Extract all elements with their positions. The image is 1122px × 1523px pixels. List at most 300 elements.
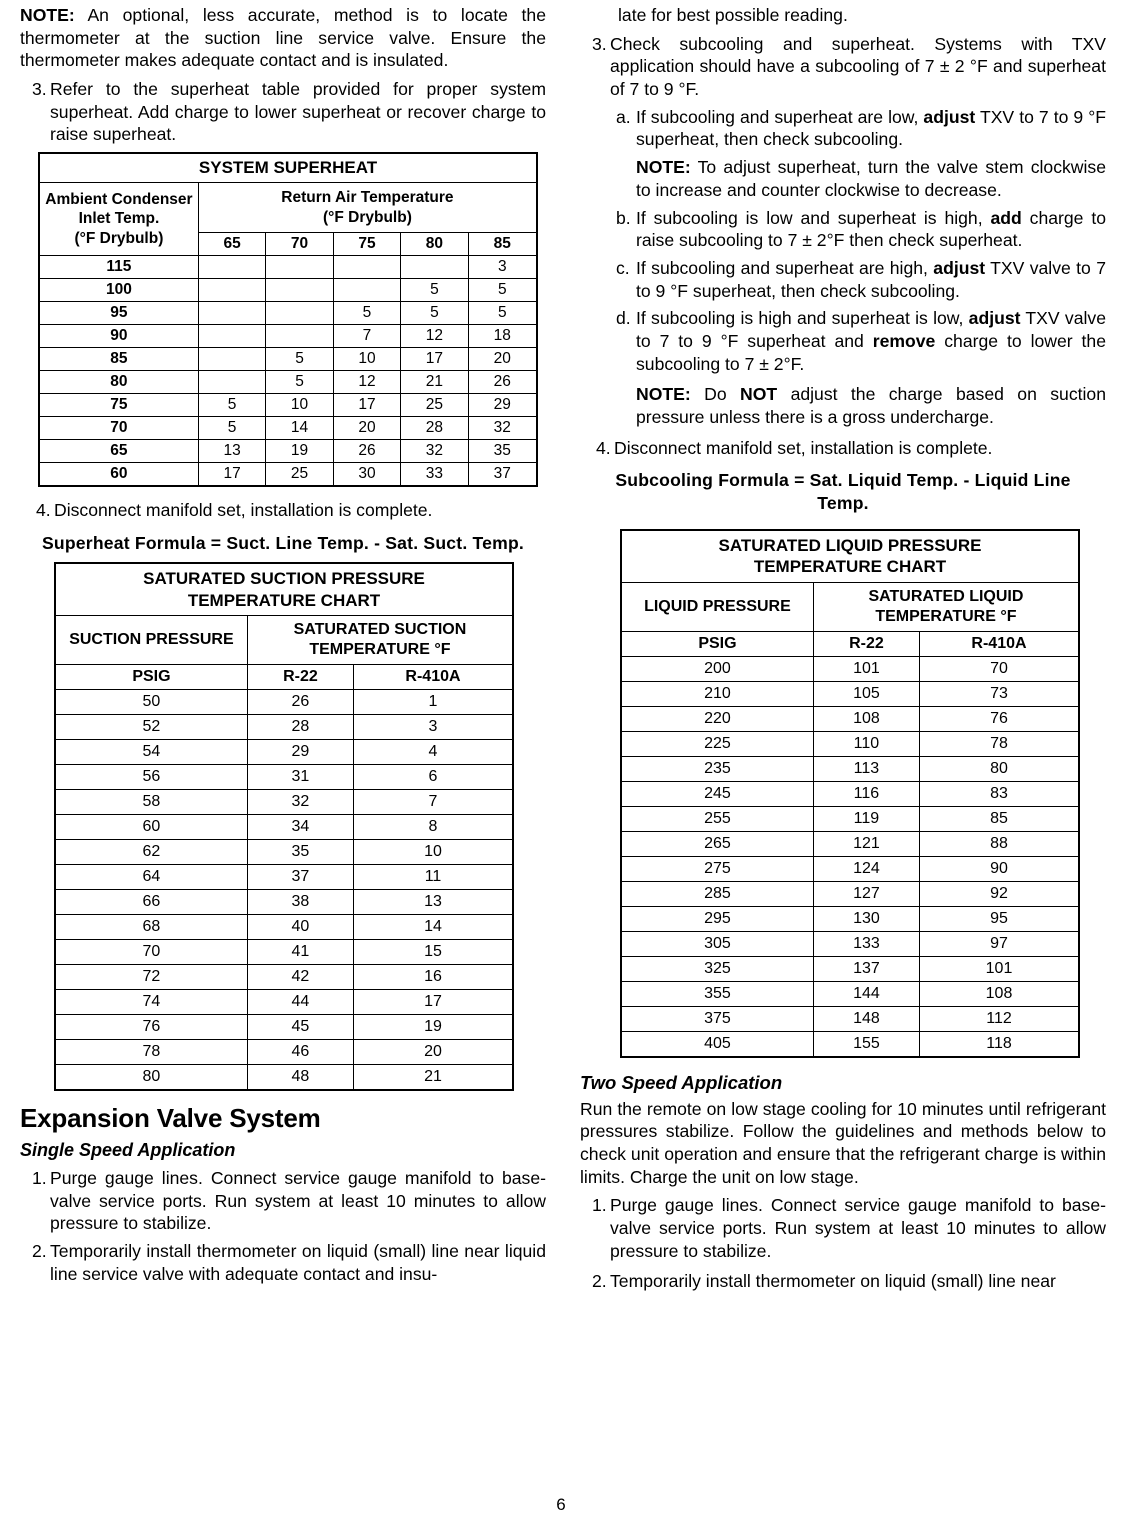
right-substep-a: [580, 106, 1106, 151]
table-row: [55, 615, 513, 664]
substep-d-pre: If subcooling is high and superheat is low,: [636, 308, 969, 329]
suction-r410a: 1: [353, 689, 513, 714]
table-row: [621, 806, 1079, 831]
suction-r22: 34: [247, 814, 353, 839]
liquid-psig: 295: [621, 906, 813, 931]
suction-psig: 64: [55, 864, 247, 889]
note-label: NOTE:: [636, 157, 691, 178]
note-text: To adjust superheat, turn the valve stem clockwise to increase and counter clockwise to decrease.: [636, 157, 1106, 200]
right-ts-step-1-marker: 1.: [592, 1195, 607, 1216]
right-ts-step-1-text: Purge gauge lines. Connect service gauge manifold to base-valve service ports. Run system at least 10 minutes to allow pressure to stabilize.: [610, 1195, 1106, 1261]
left-step-3: [20, 78, 546, 146]
table-row: [55, 1014, 513, 1039]
superheat-cell: 10: [266, 393, 333, 416]
liquid-r410a: 112: [919, 1006, 1079, 1031]
superheat-cell: [198, 324, 265, 347]
suction-r22: 35: [247, 839, 353, 864]
table-row: [55, 864, 513, 889]
superheat-cell: 21: [401, 370, 468, 393]
subsection-two-speed-application: Two Speed Application: [580, 1071, 783, 1093]
superheat-cell: 7: [333, 324, 400, 347]
right-note-not-adjust: [580, 383, 1106, 428]
left-ss-step-2: [20, 1240, 546, 1285]
table-row: [621, 530, 1079, 582]
liquid-r410a: 101: [919, 956, 1079, 981]
suction-psig: 72: [55, 964, 247, 989]
suction-psig: 50: [55, 689, 247, 714]
left-step-4-text: Disconnect manifold set, installation is complete.: [54, 499, 433, 520]
suction-r22: 45: [247, 1014, 353, 1039]
substep-d-mid: TXV valve to 7 to 9 °F superheat and: [636, 308, 1106, 351]
superheat-cell: [333, 278, 400, 301]
table-row: [621, 956, 1079, 981]
left-step-3-text: Refer to the superheat table provided for proper system superheat. Add charge to lower superheat or recover charge to raise superheat.: [50, 79, 546, 145]
superheat-cell: [266, 324, 333, 347]
table-row: [55, 563, 513, 615]
liquid-psig: 375: [621, 1006, 813, 1031]
superheat-cell: [198, 255, 265, 278]
superheat-cell: 5: [401, 278, 468, 301]
liquid-r22: 108: [813, 706, 919, 731]
superheat-col-65: 65: [198, 232, 265, 255]
suction-r410a: 19: [353, 1014, 513, 1039]
suction-r410a: 10: [353, 839, 513, 864]
superheat-ambient: 65: [39, 439, 198, 462]
note-label: NOTE:: [636, 384, 691, 405]
superheat-col-80: 80: [401, 232, 468, 255]
suction-r410a: 6: [353, 764, 513, 789]
right-step-4-text: Disconnect manifold set, installation is complete.: [614, 437, 993, 458]
table-row: [621, 1031, 1079, 1057]
right-substep-c-marker: c.: [616, 257, 630, 278]
superheat-ambient: 75: [39, 393, 198, 416]
liquid-col23-header-line1: SATURATED LIQUID: [868, 587, 1024, 605]
substep-a-pre: If subcooling and superheat are low,: [636, 106, 924, 127]
saturated-suction-pressure-table: [54, 562, 514, 1091]
table-row: [621, 731, 1079, 756]
superheat-col-70: 70: [266, 232, 333, 255]
table-row: [39, 255, 537, 278]
superheat-cell: 37: [468, 462, 537, 486]
left-step-4: [20, 499, 546, 522]
right-step-4: [580, 437, 1106, 460]
superheat-cell: 12: [333, 370, 400, 393]
table-row: [621, 831, 1079, 856]
suction-r22: 37: [247, 864, 353, 889]
table-row: [39, 183, 537, 233]
superheat-ambient: 95: [39, 301, 198, 324]
superheat-cell: [198, 301, 265, 324]
superheat-cell: 18: [468, 324, 537, 347]
liquid-r22: 113: [813, 756, 919, 781]
note-label: NOTE:: [20, 5, 75, 25]
right-substep-a-marker: a.: [616, 106, 631, 127]
liquid-psig: 285: [621, 881, 813, 906]
table-row: [55, 789, 513, 814]
right-continuation-text: late for best possible reading.: [618, 5, 848, 25]
table-row: [39, 439, 537, 462]
superheat-ambient: 80: [39, 370, 198, 393]
note-bold: NOT: [740, 384, 778, 405]
superheat-row-header: [39, 183, 198, 256]
superheat-cell: [266, 278, 333, 301]
table-row: [39, 416, 537, 439]
suction-unit-r22: R-22: [247, 664, 353, 689]
liquid-r410a: 73: [919, 681, 1079, 706]
subsection-single-speed-application: Single Speed Application: [20, 1139, 236, 1160]
liquid-r410a: 85: [919, 806, 1079, 831]
left-step-4-marker: 4.: [36, 499, 51, 520]
superheat-cell: 32: [468, 416, 537, 439]
system-superheat-table: [38, 152, 538, 487]
superheat-cell: 17: [401, 347, 468, 370]
liquid-r410a: 80: [919, 756, 1079, 781]
right-ts-step-2-marker: 2.: [592, 1271, 607, 1292]
page-number: 6: [556, 1495, 566, 1514]
liquid-r410a: 70: [919, 656, 1079, 681]
suction-r22: 32: [247, 789, 353, 814]
suction-unit-r410a: R-410A: [353, 664, 513, 689]
table-row: [55, 914, 513, 939]
table-row: [55, 889, 513, 914]
table-row: [39, 324, 537, 347]
suction-psig: 60: [55, 814, 247, 839]
liquid-r22: 124: [813, 856, 919, 881]
superheat-ambient: 70: [39, 416, 198, 439]
liquid-psig: 275: [621, 856, 813, 881]
liquid-r22: 116: [813, 781, 919, 806]
right-substep-d-marker: d.: [616, 308, 631, 329]
suction-psig: 58: [55, 789, 247, 814]
saturated-liquid-pressure-table: [620, 529, 1080, 1058]
right-note-not-adjust-text: [636, 383, 1106, 428]
right-substep-c-text: [636, 257, 1106, 302]
substep-d-bold2: remove: [872, 330, 936, 351]
liquid-r22: 105: [813, 681, 919, 706]
right-substep-d: [580, 307, 1106, 375]
superheat-cell: 10: [333, 347, 400, 370]
superheat-ambient: 90: [39, 324, 198, 347]
right-substep-b: [580, 207, 1106, 252]
superheat-cell: 33: [401, 462, 468, 486]
superheat-col-group-header: [198, 183, 537, 233]
superheat-cell: 13: [198, 439, 265, 462]
left-column: [20, 4, 546, 1298]
table-row: [55, 764, 513, 789]
superheat-cell: 26: [333, 439, 400, 462]
suction-r410a: 15: [353, 939, 513, 964]
superheat-row-header-line1: Ambient Condenser: [45, 190, 193, 208]
table-row: [39, 370, 537, 393]
liquid-r22: 155: [813, 1031, 919, 1057]
suction-psig: 80: [55, 1064, 247, 1090]
suction-r22: 42: [247, 964, 353, 989]
table-row: [55, 814, 513, 839]
substep-c-bold: adjust: [933, 257, 986, 278]
note-pre: Do: [690, 384, 741, 405]
liquid-r22: 121: [813, 831, 919, 856]
right-step-3-marker: 3.: [592, 33, 607, 54]
liquid-r22: 101: [813, 656, 919, 681]
suction-r22: 31: [247, 764, 353, 789]
left-step-3-marker: 3.: [32, 79, 47, 100]
substep-b-post: charge to raise subcooling to 7 ± 2°F then check superheat.: [636, 207, 1106, 251]
superheat-cell: 30: [333, 462, 400, 486]
right-substep-a-text: [636, 106, 1106, 151]
superheat-col-85: 85: [468, 232, 537, 255]
table-row: [621, 631, 1079, 656]
substep-a-post: TXV to 7 to 9 °F superheat, then check subcooling.: [636, 106, 1106, 150]
suction-unit-psig: PSIG: [55, 664, 247, 689]
superheat-col-75: 75: [333, 232, 400, 255]
liquid-r410a: 78: [919, 731, 1079, 756]
superheat-ambient: 85: [39, 347, 198, 370]
table-row: [621, 582, 1079, 631]
table-row: [621, 681, 1079, 706]
left-ss-step-1-text: Purge gauge lines. Connect service gauge manifold to base-valve service ports. Run system at least 10 minutes to allow pressure to stabilize.: [50, 1167, 546, 1234]
liquid-psig: 210: [621, 681, 813, 706]
right-step-4-marker: 4.: [596, 437, 611, 458]
liquid-psig: 355: [621, 981, 813, 1006]
table-row: [55, 1039, 513, 1064]
table-row: [55, 839, 513, 864]
suction-psig: 78: [55, 1039, 247, 1064]
liquid-r22: 130: [813, 906, 919, 931]
superheat-row-header-line3: (°F Drybulb): [74, 229, 164, 247]
table-row: [621, 906, 1079, 931]
substep-d-bold: adjust: [968, 308, 1021, 329]
liquid-col1-header: LIQUID PRESSURE: [621, 582, 813, 631]
right-substep-c: [580, 257, 1106, 302]
superheat-cell: 25: [401, 393, 468, 416]
superheat-cell: 25: [266, 462, 333, 486]
superheat-cell: [266, 255, 333, 278]
suction-r410a: 4: [353, 739, 513, 764]
liquid-r410a: 108: [919, 981, 1079, 1006]
liquid-unit-r22: R-22: [813, 631, 919, 656]
superheat-cell: 17: [333, 393, 400, 416]
superheat-cell: 5: [468, 301, 537, 324]
left-ss-step-2-text: Temporarily install thermometer on liquid (small) line near liquid line service valve with adequate contact and insu-: [50, 1240, 546, 1284]
table-row: [39, 278, 537, 301]
note-text: An optional, less accurate, method is to locate the thermometer at the suction line service valve. Ensure the thermometer makes adequate contact and is insulated.: [20, 5, 546, 71]
suction-r410a: 13: [353, 889, 513, 914]
table-row: [621, 706, 1079, 731]
table-row: [621, 1006, 1079, 1031]
superheat-cell: 20: [333, 416, 400, 439]
liquid-r22: 110: [813, 731, 919, 756]
right-column: [580, 4, 1106, 1298]
table-row: [55, 664, 513, 689]
suction-col1-header: SUCTION PRESSURE: [55, 615, 247, 664]
liquid-r410a: 83: [919, 781, 1079, 806]
suction-psig: 56: [55, 764, 247, 789]
suction-r410a: 21: [353, 1064, 513, 1090]
suction-r22: 40: [247, 914, 353, 939]
liquid-psig: 405: [621, 1031, 813, 1057]
superheat-cell: [266, 301, 333, 324]
suction-r410a: 17: [353, 989, 513, 1014]
superheat-cell: 5: [333, 301, 400, 324]
section-title-expansion-valve-system: Expansion Valve System: [20, 1102, 321, 1133]
suction-r410a: 8: [353, 814, 513, 839]
table-row: [39, 462, 537, 486]
liquid-r410a: 95: [919, 906, 1079, 931]
substep-d-post: charge to lower the subcooling to 7 ± 2°F.: [636, 330, 1106, 374]
table-row: [55, 689, 513, 714]
liquid-r410a: 118: [919, 1031, 1079, 1057]
table-row: [621, 931, 1079, 956]
right-ts-step-1: [580, 1194, 1106, 1262]
superheat-cell: 20: [468, 347, 537, 370]
liquid-psig: 305: [621, 931, 813, 956]
table-row: [55, 964, 513, 989]
liquid-r410a: 97: [919, 931, 1079, 956]
liquid-r22: 137: [813, 956, 919, 981]
superheat-cell: 3: [468, 255, 537, 278]
table-row: [621, 656, 1079, 681]
liquid-psig: 225: [621, 731, 813, 756]
suction-table-title-line2: TEMPERATURE CHART: [187, 590, 381, 610]
table-row: [39, 393, 537, 416]
suction-r410a: 7: [353, 789, 513, 814]
liquid-psig: 220: [621, 706, 813, 731]
right-step-3: [580, 33, 1106, 101]
suction-psig: 52: [55, 714, 247, 739]
suction-r22: 28: [247, 714, 353, 739]
suction-r22: 38: [247, 889, 353, 914]
liquid-table-title-line1: SATURATED LIQUID PRESSURE: [718, 536, 982, 556]
superheat-cell: 14: [266, 416, 333, 439]
liquid-r22: 127: [813, 881, 919, 906]
superheat-cell: 26: [468, 370, 537, 393]
liquid-col23-header-line2: TEMPERATURE °F: [875, 607, 1017, 625]
superheat-cell: [333, 255, 400, 278]
suction-col23-header: [247, 615, 513, 664]
superheat-cell: 5: [401, 301, 468, 324]
suction-r410a: 20: [353, 1039, 513, 1064]
superheat-cell: 5: [266, 370, 333, 393]
superheat-cell: 32: [401, 439, 468, 462]
suction-r22: 44: [247, 989, 353, 1014]
superheat-ambient: 100: [39, 278, 198, 301]
liquid-table-title-line2: TEMPERATURE CHART: [753, 557, 947, 577]
two-speed-intro: Run the remote on low stage cooling for 10 minutes until refrigerant pressures stabilize. Follow the guidelines and methods below to check unit operation and ensure that the refrigerant charge is within limits. Charge the unit on low stage.: [580, 1098, 1106, 1187]
substep-c-pre: If subcooling and superheat are high,: [636, 257, 934, 278]
table-row: [621, 856, 1079, 881]
liquid-psig: 255: [621, 806, 813, 831]
suction-r22: 46: [247, 1039, 353, 1064]
suction-r410a: 16: [353, 964, 513, 989]
liquid-r410a: 90: [919, 856, 1079, 881]
right-substep-a-note-text: [636, 156, 1106, 201]
superheat-ambient: 60: [39, 462, 198, 486]
liquid-psig: 235: [621, 756, 813, 781]
table-row: [55, 989, 513, 1014]
superheat-formula: Superheat Formula = Suct. Line Temp. - Sat. Suct. Temp.: [41, 532, 525, 553]
liquid-psig: 200: [621, 656, 813, 681]
table-row: [39, 153, 537, 183]
two-column-layout: [20, 0, 1106, 1298]
suction-psig: 66: [55, 889, 247, 914]
table-row: [55, 1064, 513, 1090]
suction-col23-header-line2: TEMPERATURE °F: [309, 640, 451, 658]
subcooling-formula: Subcooling Formula = Sat. Liquid Temp. - Liquid Line Temp.: [615, 470, 1071, 514]
superheat-table-title: SYSTEM SUPERHEAT: [39, 153, 537, 183]
liquid-unit-r410a: R-410A: [919, 631, 1079, 656]
substep-b-bold: add: [990, 207, 1022, 228]
table-row: [39, 301, 537, 324]
table-row: [55, 739, 513, 764]
right-substep-a-note: [580, 156, 1106, 201]
suction-psig: 68: [55, 914, 247, 939]
substep-c-post: TXV valve to 7 to 9 °F superheat, then check subcooling.: [636, 257, 1106, 301]
superheat-cell: 12: [401, 324, 468, 347]
right-substep-d-text: [636, 307, 1106, 375]
left-ss-step-2-marker: 2.: [32, 1240, 47, 1261]
superheat-row-header-line2: Inlet Temp.: [78, 210, 160, 228]
note-post: adjust the charge based on suction pressure unless there is a gross undercharge.: [636, 384, 1106, 427]
substep-b-pre: If subcooling is low and superheat is high,: [636, 207, 991, 228]
table-row: [621, 881, 1079, 906]
liquid-table-wrapper: [580, 523, 1106, 1058]
liquid-col23-header: [813, 582, 1079, 631]
suction-r22: 26: [247, 689, 353, 714]
liquid-table-title: [621, 530, 1079, 582]
superheat-cell: 5: [266, 347, 333, 370]
suction-r410a: 14: [353, 914, 513, 939]
liquid-r22: 148: [813, 1006, 919, 1031]
table-row: [621, 981, 1079, 1006]
suction-col23-header-line1: SATURATED SUCTION: [293, 620, 467, 638]
right-substep-b-marker: b.: [616, 207, 631, 228]
left-ss-step-1-marker: 1.: [32, 1167, 47, 1188]
right-step-3-text: Check subcooling and superheat. Systems with TXV application should have a subcooling of 7 ± 2 °F and superheat of 7 to 9 °F.: [610, 33, 1106, 100]
liquid-r410a: 88: [919, 831, 1079, 856]
superheat-cell: 5: [468, 278, 537, 301]
liquid-psig: 325: [621, 956, 813, 981]
table-row: [55, 939, 513, 964]
superheat-cell: 17: [198, 462, 265, 486]
liquid-r410a: 76: [919, 706, 1079, 731]
liquid-psig: 265: [621, 831, 813, 856]
table-row: [621, 781, 1079, 806]
superheat-cell: [198, 347, 265, 370]
suction-table-title: [55, 563, 513, 615]
liquid-psig: 245: [621, 781, 813, 806]
note-thermometer-location: [20, 4, 546, 72]
superheat-cell: 5: [198, 393, 265, 416]
suction-psig: 76: [55, 1014, 247, 1039]
table-row: [39, 347, 537, 370]
superheat-cell: 29: [468, 393, 537, 416]
superheat-cell: 5: [198, 416, 265, 439]
superheat-cell: [198, 278, 265, 301]
suction-r22: 48: [247, 1064, 353, 1090]
liquid-r22: 144: [813, 981, 919, 1006]
superheat-cell: [198, 370, 265, 393]
liquid-r22: 133: [813, 931, 919, 956]
suction-r22: 29: [247, 739, 353, 764]
liquid-unit-psig: PSIG: [621, 631, 813, 656]
suction-r22: 41: [247, 939, 353, 964]
superheat-cell: 19: [266, 439, 333, 462]
suction-table-title-line1: SATURATED SUCTION PRESSURE: [143, 569, 425, 589]
superheat-ambient: 115: [39, 255, 198, 278]
suction-psig: 70: [55, 939, 247, 964]
substep-a-bold: adjust: [923, 106, 976, 127]
superheat-col-group-line1: Return Air Temperature: [281, 189, 454, 207]
